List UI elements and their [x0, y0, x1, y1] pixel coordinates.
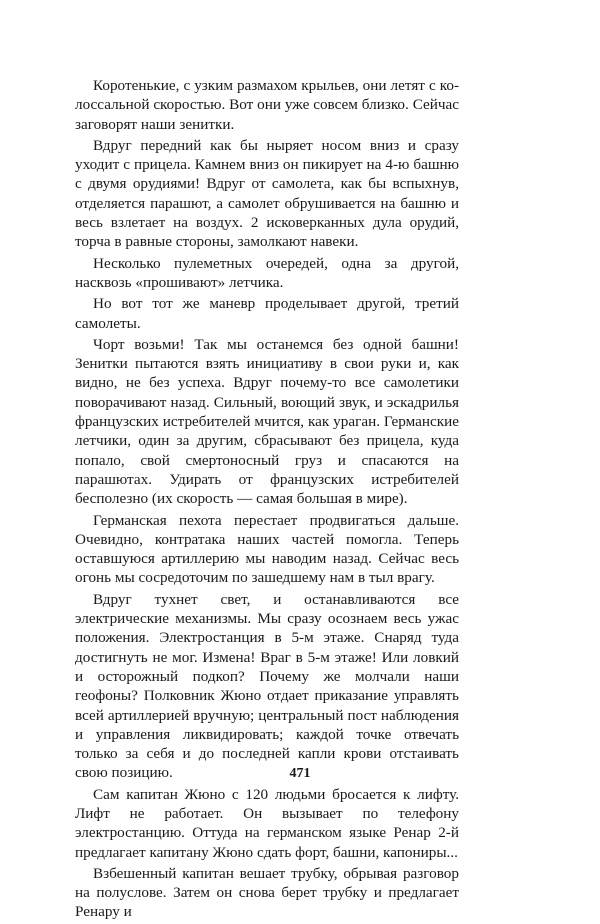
page-body — [75, 76, 459, 924]
paragraph: Несколько пулеметных очередей, одна за другой, насквозь «прошивают» летчика. — [75, 254, 459, 291]
paragraph: Вдруг тухнет свет, и останавливаются все электрические механизмы. Мы сразу осознаем весь ужас положения. Электростанция в 5-м этаже. Снаряд туда достигнуть не мог. Измена! Враг в 5-м этаже! Или ловкий и осторожный подкоп? Почему же молчали наши геофоны? Полковник Жюно отдает приказание управлять всей артиллерией вручную; центральный пост наблюдения и управления ликвидировать; каждой точке отвечать только за себя и до последней капли крови отстаивать свою позицию. — [75, 590, 459, 782]
paragraph: Германская пехота перестает продвигаться дальше. Очевидно, контратака наших частей помогла. Теперь оставшуюся артиллерию мы наводим назад. Сейчас весь огонь мы сосредоточим по зашедшему нам в тыл врагу. — [75, 511, 459, 587]
paragraph: Сам капитан Жюно с 120 людьми бросается к лифту. Лифт не работает. Он вызывает по телефону электростанцию. Оттуда на германском языке Ренар 2-й предлагает капитану Жюно сдать форт, башни, капониры... — [75, 785, 459, 861]
paragraph: Но вот тот же маневр проделывает другой, третий самолеты. — [75, 295, 459, 332]
paragraph: Вдруг передний как бы ныряет носом вниз и сразу уходит с прицела. Камнем вниз он пикирует на 4-ю башню с двумя орудиями! Вдруг от самолета, как бы вспыхнув, отделяется парашют, а самолет обрушивается на башню и весь взлетает на воздух. 2 исковерканных дула орудий, торча в равные стороны, замолкают навеки. — [75, 136, 459, 251]
paragraph: Чорт возьми! Так мы останемся без одной башни! Зенитки пытаются взять инициативу в свои руки и, как видно, не без успеха. Вдруг почему-то все самолетики поворачивают назад. Сильный, воющий звук, и эскадрилья французских истребителей мчится, как ураган. Германские летчики, один за другим, сбрасывают без прицела, куда попало, свой смертоносный груз и спасаются на парашютах. Удирать от французских истребителей бесполезно (их скорость — самая большая в мире). — [75, 335, 459, 508]
paragraph: Коротенькие, с узким размахом крыльев, они летят с колоссальной скоростью. Вот они уже совсем близко. Сейчас заговорят наши зенитки. — [75, 77, 459, 133]
page-number: 471 — [289, 766, 311, 781]
paragraph: Взбешенный капитан вешает трубку, обрывая разговор на полуслове. Затем он снова берет трубку и предлагает Ренару и — [75, 864, 459, 921]
